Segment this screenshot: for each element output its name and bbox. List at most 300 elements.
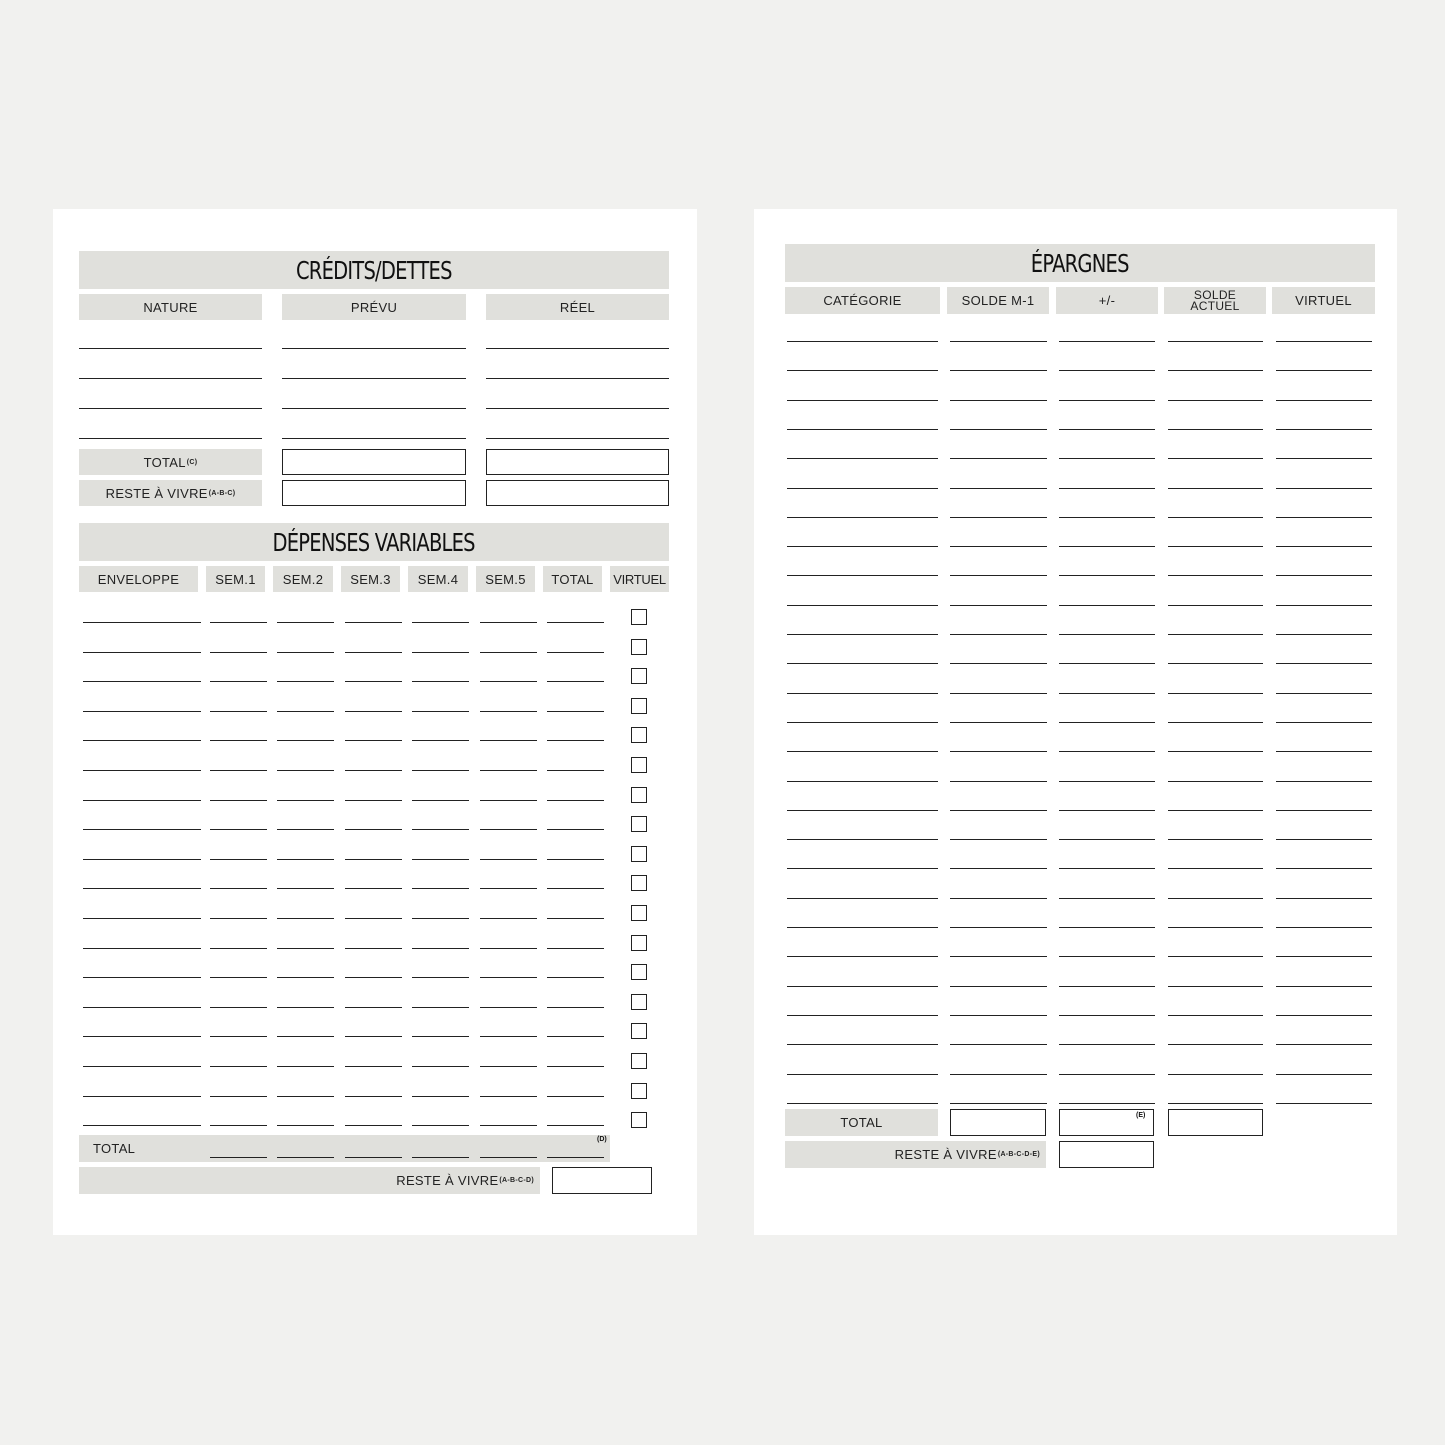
epargne-amount-line[interactable] [1276, 1074, 1372, 1075]
epargne-amount-line[interactable] [1168, 956, 1263, 957]
epargne-amount-line[interactable] [1168, 839, 1263, 840]
virtuel-checkbox[interactable] [631, 935, 647, 951]
categorie-line[interactable] [787, 634, 938, 635]
amount-line[interactable] [210, 1007, 267, 1008]
epargne-amount-line[interactable] [1059, 429, 1155, 430]
virtuel-checkbox[interactable] [631, 994, 647, 1010]
amount-line[interactable] [547, 888, 604, 889]
categorie-line[interactable] [787, 986, 938, 987]
epargne-amount-line[interactable] [1059, 956, 1155, 957]
epargne-amount-line[interactable] [1168, 341, 1263, 342]
enveloppe-line[interactable] [83, 800, 201, 801]
amount-line[interactable] [345, 888, 402, 889]
amount-line[interactable] [210, 770, 267, 771]
amount-line[interactable] [210, 681, 267, 682]
categorie-line[interactable] [787, 429, 938, 430]
epargne-amount-line[interactable] [1059, 839, 1155, 840]
total-line[interactable] [480, 1157, 537, 1158]
amount-line[interactable] [345, 1096, 402, 1097]
categorie-line[interactable] [787, 1103, 938, 1104]
epargne-amount-line[interactable] [1059, 927, 1155, 928]
epargne-amount-line[interactable] [1168, 781, 1263, 782]
epargne-amount-line[interactable] [1059, 663, 1155, 664]
epargne-amount-line[interactable] [1276, 546, 1372, 547]
total-line[interactable] [210, 1157, 267, 1158]
epargne-amount-line[interactable] [950, 898, 1047, 899]
categorie-line[interactable] [787, 575, 938, 576]
epargne-amount-line[interactable] [1276, 722, 1372, 723]
amount-line[interactable] [412, 652, 469, 653]
epargne-amount-line[interactable] [950, 546, 1047, 547]
enveloppe-line[interactable] [83, 859, 201, 860]
amount-line[interactable] [345, 652, 402, 653]
amount-line[interactable] [547, 622, 604, 623]
amount-line[interactable] [547, 829, 604, 830]
categorie-line[interactable] [787, 458, 938, 459]
virtuel-checkbox[interactable] [631, 875, 647, 891]
amount-line[interactable] [412, 859, 469, 860]
virtuel-checkbox[interactable] [631, 668, 647, 684]
epargne-amount-line[interactable] [1168, 986, 1263, 987]
epargne-amount-line[interactable] [1168, 927, 1263, 928]
virtuel-checkbox[interactable] [631, 846, 647, 862]
epargne-amount-line[interactable] [950, 722, 1047, 723]
virtuel-checkbox[interactable] [631, 698, 647, 714]
epargne-amount-line[interactable] [1059, 1044, 1155, 1045]
enveloppe-line[interactable] [83, 1007, 201, 1008]
epargne-amount-line[interactable] [1276, 1103, 1372, 1104]
reel-line[interactable] [486, 438, 669, 439]
epargne-amount-line[interactable] [1059, 517, 1155, 518]
amount-line[interactable] [547, 740, 604, 741]
epargne-amount-line[interactable] [950, 605, 1047, 606]
epargne-amount-line[interactable] [950, 1074, 1047, 1075]
categorie-line[interactable] [787, 810, 938, 811]
epargne-amount-line[interactable] [1276, 868, 1372, 869]
credits-total-reel-field[interactable] [486, 449, 669, 475]
epargne-amount-line[interactable] [1059, 751, 1155, 752]
amount-line[interactable] [345, 1066, 402, 1067]
amount-line[interactable] [277, 918, 334, 919]
nature-line[interactable] [79, 348, 262, 349]
epargne-amount-line[interactable] [950, 458, 1047, 459]
amount-line[interactable] [412, 977, 469, 978]
epargne-amount-line[interactable] [1168, 1074, 1263, 1075]
epargne-amount-line[interactable] [1168, 810, 1263, 811]
amount-line[interactable] [277, 1036, 334, 1037]
epargne-amount-line[interactable] [950, 986, 1047, 987]
epargne-amount-line[interactable] [1168, 370, 1263, 371]
epargne-amount-line[interactable] [1276, 1044, 1372, 1045]
epargne-amount-line[interactable] [950, 927, 1047, 928]
amount-line[interactable] [277, 1066, 334, 1067]
amount-line[interactable] [210, 740, 267, 741]
prevu-line[interactable] [282, 348, 466, 349]
enveloppe-line[interactable] [83, 1066, 201, 1067]
epargne-amount-line[interactable] [950, 575, 1047, 576]
enveloppe-line[interactable] [83, 977, 201, 978]
total-line[interactable] [277, 1157, 334, 1158]
epargne-amount-line[interactable] [1059, 458, 1155, 459]
amount-line[interactable] [547, 1125, 604, 1126]
epargne-amount-line[interactable] [1168, 1044, 1263, 1045]
nature-line[interactable] [79, 438, 262, 439]
amount-line[interactable] [547, 1007, 604, 1008]
epargne-amount-line[interactable] [950, 517, 1047, 518]
categorie-line[interactable] [787, 927, 938, 928]
virtuel-checkbox[interactable] [631, 1023, 647, 1039]
amount-line[interactable] [480, 859, 537, 860]
reel-line[interactable] [486, 408, 669, 409]
amount-line[interactable] [412, 770, 469, 771]
amount-line[interactable] [210, 948, 267, 949]
nature-line[interactable] [79, 378, 262, 379]
epargne-amount-line[interactable] [950, 839, 1047, 840]
amount-line[interactable] [412, 948, 469, 949]
epargne-amount-line[interactable] [1276, 575, 1372, 576]
epargne-amount-line[interactable] [950, 810, 1047, 811]
credits-reste-prevu-field[interactable] [282, 480, 466, 506]
amount-line[interactable] [480, 740, 537, 741]
amount-line[interactable] [277, 622, 334, 623]
amount-line[interactable] [412, 888, 469, 889]
enveloppe-line[interactable] [83, 740, 201, 741]
epargnes-total-solde-m1-field[interactable] [950, 1109, 1046, 1136]
amount-line[interactable] [480, 711, 537, 712]
prevu-line[interactable] [282, 378, 466, 379]
amount-line[interactable] [345, 622, 402, 623]
amount-line[interactable] [345, 681, 402, 682]
epargne-amount-line[interactable] [1168, 400, 1263, 401]
virtuel-checkbox[interactable] [631, 816, 647, 832]
amount-line[interactable] [345, 918, 402, 919]
epargne-amount-line[interactable] [1059, 898, 1155, 899]
epargne-amount-line[interactable] [1276, 898, 1372, 899]
amount-line[interactable] [277, 770, 334, 771]
amount-line[interactable] [345, 800, 402, 801]
virtuel-checkbox[interactable] [631, 609, 647, 625]
epargne-amount-line[interactable] [1059, 546, 1155, 547]
enveloppe-line[interactable] [83, 652, 201, 653]
epargne-amount-line[interactable] [950, 1044, 1047, 1045]
categorie-line[interactable] [787, 546, 938, 547]
epargne-amount-line[interactable] [1059, 1015, 1155, 1016]
amount-line[interactable] [412, 918, 469, 919]
epargne-amount-line[interactable] [950, 1103, 1047, 1104]
epargne-amount-line[interactable] [1168, 634, 1263, 635]
amount-line[interactable] [480, 681, 537, 682]
enveloppe-line[interactable] [83, 918, 201, 919]
amount-line[interactable] [277, 888, 334, 889]
epargne-amount-line[interactable] [1276, 956, 1372, 957]
amount-line[interactable] [547, 770, 604, 771]
epargne-amount-line[interactable] [1059, 370, 1155, 371]
epargne-amount-line[interactable] [950, 429, 1047, 430]
virtuel-checkbox[interactable] [631, 1083, 647, 1099]
enveloppe-line[interactable] [83, 888, 201, 889]
amount-line[interactable] [277, 1007, 334, 1008]
enveloppe-line[interactable] [83, 829, 201, 830]
epargnes-reste-field[interactable] [1059, 1141, 1154, 1168]
epargne-amount-line[interactable] [1168, 488, 1263, 489]
epargne-amount-line[interactable] [1276, 751, 1372, 752]
categorie-line[interactable] [787, 1044, 938, 1045]
amount-line[interactable] [480, 770, 537, 771]
amount-line[interactable] [277, 681, 334, 682]
amount-line[interactable] [480, 977, 537, 978]
amount-line[interactable] [547, 800, 604, 801]
amount-line[interactable] [547, 652, 604, 653]
amount-line[interactable] [480, 888, 537, 889]
epargne-amount-line[interactable] [1276, 429, 1372, 430]
epargne-amount-line[interactable] [1276, 693, 1372, 694]
virtuel-checkbox[interactable] [631, 639, 647, 655]
categorie-line[interactable] [787, 488, 938, 489]
enveloppe-line[interactable] [83, 1096, 201, 1097]
epargne-amount-line[interactable] [1276, 663, 1372, 664]
epargne-amount-line[interactable] [1059, 986, 1155, 987]
virtuel-checkbox[interactable] [631, 727, 647, 743]
amount-line[interactable] [412, 829, 469, 830]
epargne-amount-line[interactable] [1059, 810, 1155, 811]
nature-line[interactable] [79, 408, 262, 409]
amount-line[interactable] [210, 888, 267, 889]
epargne-amount-line[interactable] [1168, 722, 1263, 723]
categorie-line[interactable] [787, 898, 938, 899]
epargne-amount-line[interactable] [1168, 693, 1263, 694]
enveloppe-line[interactable] [83, 1036, 201, 1037]
epargne-amount-line[interactable] [1276, 370, 1372, 371]
amount-line[interactable] [480, 829, 537, 830]
epargne-amount-line[interactable] [1276, 341, 1372, 342]
epargne-amount-line[interactable] [950, 634, 1047, 635]
amount-line[interactable] [480, 1007, 537, 1008]
total-line[interactable] [412, 1157, 469, 1158]
amount-line[interactable] [412, 1096, 469, 1097]
amount-line[interactable] [480, 1096, 537, 1097]
epargne-amount-line[interactable] [1168, 517, 1263, 518]
virtuel-checkbox[interactable] [631, 757, 647, 773]
amount-line[interactable] [210, 1066, 267, 1067]
amount-line[interactable] [210, 800, 267, 801]
categorie-line[interactable] [787, 781, 938, 782]
amount-line[interactable] [547, 948, 604, 949]
amount-line[interactable] [210, 1036, 267, 1037]
total-line[interactable] [547, 1157, 604, 1158]
epargne-amount-line[interactable] [1059, 693, 1155, 694]
epargne-amount-line[interactable] [1276, 634, 1372, 635]
epargne-amount-line[interactable] [1276, 986, 1372, 987]
amount-line[interactable] [480, 1066, 537, 1067]
amount-line[interactable] [547, 859, 604, 860]
amount-line[interactable] [480, 1125, 537, 1126]
epargne-amount-line[interactable] [1168, 605, 1263, 606]
epargne-amount-line[interactable] [950, 868, 1047, 869]
epargne-amount-line[interactable] [1276, 400, 1372, 401]
epargne-amount-line[interactable] [950, 341, 1047, 342]
amount-line[interactable] [210, 829, 267, 830]
amount-line[interactable] [277, 652, 334, 653]
amount-line[interactable] [345, 770, 402, 771]
total-line[interactable] [345, 1157, 402, 1158]
amount-line[interactable] [412, 740, 469, 741]
epargne-amount-line[interactable] [1168, 898, 1263, 899]
amount-line[interactable] [210, 918, 267, 919]
amount-line[interactable] [277, 740, 334, 741]
amount-line[interactable] [547, 977, 604, 978]
epargne-amount-line[interactable] [1276, 839, 1372, 840]
categorie-line[interactable] [787, 1015, 938, 1016]
amount-line[interactable] [547, 918, 604, 919]
categorie-line[interactable] [787, 341, 938, 342]
epargne-amount-line[interactable] [1168, 868, 1263, 869]
epargne-amount-line[interactable] [1059, 575, 1155, 576]
amount-line[interactable] [412, 681, 469, 682]
epargne-amount-line[interactable] [1276, 927, 1372, 928]
epargne-amount-line[interactable] [1059, 1103, 1155, 1104]
amount-line[interactable] [210, 622, 267, 623]
amount-line[interactable] [412, 1066, 469, 1067]
amount-line[interactable] [277, 1096, 334, 1097]
amount-line[interactable] [277, 948, 334, 949]
categorie-line[interactable] [787, 693, 938, 694]
epargne-amount-line[interactable] [1059, 341, 1155, 342]
amount-line[interactable] [345, 977, 402, 978]
epargne-amount-line[interactable] [1059, 488, 1155, 489]
prevu-line[interactable] [282, 408, 466, 409]
virtuel-checkbox[interactable] [631, 905, 647, 921]
epargne-amount-line[interactable] [1276, 458, 1372, 459]
epargne-amount-line[interactable] [1168, 429, 1263, 430]
categorie-line[interactable] [787, 605, 938, 606]
virtuel-checkbox[interactable] [631, 1053, 647, 1069]
amount-line[interactable] [277, 859, 334, 860]
credits-reste-reel-field[interactable] [486, 480, 669, 506]
epargne-amount-line[interactable] [950, 751, 1047, 752]
amount-line[interactable] [210, 1125, 267, 1126]
amount-line[interactable] [412, 1036, 469, 1037]
enveloppe-line[interactable] [83, 948, 201, 949]
epargne-amount-line[interactable] [1168, 1015, 1263, 1016]
reel-line[interactable] [486, 348, 669, 349]
epargne-amount-line[interactable] [950, 663, 1047, 664]
epargne-amount-line[interactable] [1276, 781, 1372, 782]
amount-line[interactable] [547, 1036, 604, 1037]
categorie-line[interactable] [787, 370, 938, 371]
categorie-line[interactable] [787, 956, 938, 957]
epargne-amount-line[interactable] [1276, 1015, 1372, 1016]
amount-line[interactable] [210, 711, 267, 712]
epargne-amount-line[interactable] [950, 370, 1047, 371]
epargne-amount-line[interactable] [1276, 605, 1372, 606]
amount-line[interactable] [480, 948, 537, 949]
epargne-amount-line[interactable] [1059, 781, 1155, 782]
categorie-line[interactable] [787, 663, 938, 664]
enveloppe-line[interactable] [83, 622, 201, 623]
amount-line[interactable] [210, 652, 267, 653]
categorie-line[interactable] [787, 751, 938, 752]
enveloppe-line[interactable] [83, 681, 201, 682]
amount-line[interactable] [412, 1007, 469, 1008]
epargne-amount-line[interactable] [1059, 634, 1155, 635]
epargne-amount-line[interactable] [1168, 546, 1263, 547]
categorie-line[interactable] [787, 517, 938, 518]
amount-line[interactable] [345, 711, 402, 712]
amount-line[interactable] [547, 1096, 604, 1097]
epargne-amount-line[interactable] [1276, 810, 1372, 811]
enveloppe-line[interactable] [83, 711, 201, 712]
epargne-amount-line[interactable] [950, 956, 1047, 957]
amount-line[interactable] [412, 711, 469, 712]
variables-reste-field[interactable] [552, 1167, 652, 1194]
epargne-amount-line[interactable] [1059, 868, 1155, 869]
amount-line[interactable] [277, 1125, 334, 1126]
amount-line[interactable] [547, 711, 604, 712]
amount-line[interactable] [345, 1036, 402, 1037]
virtuel-checkbox[interactable] [631, 787, 647, 803]
credits-total-prevu-field[interactable] [282, 449, 466, 475]
epargne-amount-line[interactable] [1168, 751, 1263, 752]
epargne-amount-line[interactable] [1168, 575, 1263, 576]
amount-line[interactable] [345, 740, 402, 741]
amount-line[interactable] [277, 829, 334, 830]
amount-line[interactable] [345, 859, 402, 860]
epargnes-total-solde-actuel-field[interactable] [1168, 1109, 1263, 1136]
amount-line[interactable] [210, 1096, 267, 1097]
categorie-line[interactable] [787, 400, 938, 401]
amount-line[interactable] [210, 977, 267, 978]
amount-line[interactable] [547, 1066, 604, 1067]
amount-line[interactable] [277, 800, 334, 801]
epargne-amount-line[interactable] [950, 693, 1047, 694]
amount-line[interactable] [345, 948, 402, 949]
epargne-amount-line[interactable] [950, 1015, 1047, 1016]
epargne-amount-line[interactable] [1276, 488, 1372, 489]
amount-line[interactable] [480, 918, 537, 919]
epargne-amount-line[interactable] [950, 488, 1047, 489]
virtuel-checkbox[interactable] [631, 1112, 647, 1128]
amount-line[interactable] [345, 829, 402, 830]
epargne-amount-line[interactable] [1168, 458, 1263, 459]
epargne-amount-line[interactable] [1168, 663, 1263, 664]
reel-line[interactable] [486, 378, 669, 379]
amount-line[interactable] [210, 859, 267, 860]
amount-line[interactable] [345, 1007, 402, 1008]
epargne-amount-line[interactable] [1059, 1074, 1155, 1075]
amount-line[interactable] [480, 622, 537, 623]
prevu-line[interactable] [282, 438, 466, 439]
epargne-amount-line[interactable] [950, 400, 1047, 401]
enveloppe-line[interactable] [83, 770, 201, 771]
epargne-amount-line[interactable] [950, 781, 1047, 782]
virtuel-checkbox[interactable] [631, 964, 647, 980]
categorie-line[interactable] [787, 722, 938, 723]
enveloppe-line[interactable] [83, 1125, 201, 1126]
epargne-amount-line[interactable] [1059, 605, 1155, 606]
amount-line[interactable] [480, 1036, 537, 1037]
amount-line[interactable] [277, 977, 334, 978]
epargne-amount-line[interactable] [1276, 517, 1372, 518]
amount-line[interactable] [412, 800, 469, 801]
categorie-line[interactable] [787, 839, 938, 840]
amount-line[interactable] [412, 622, 469, 623]
epargne-amount-line[interactable] [1168, 1103, 1263, 1104]
amount-line[interactable] [345, 1125, 402, 1126]
epargne-amount-line[interactable] [1059, 722, 1155, 723]
categorie-line[interactable] [787, 868, 938, 869]
amount-line[interactable] [412, 1125, 469, 1126]
amount-line[interactable] [480, 800, 537, 801]
